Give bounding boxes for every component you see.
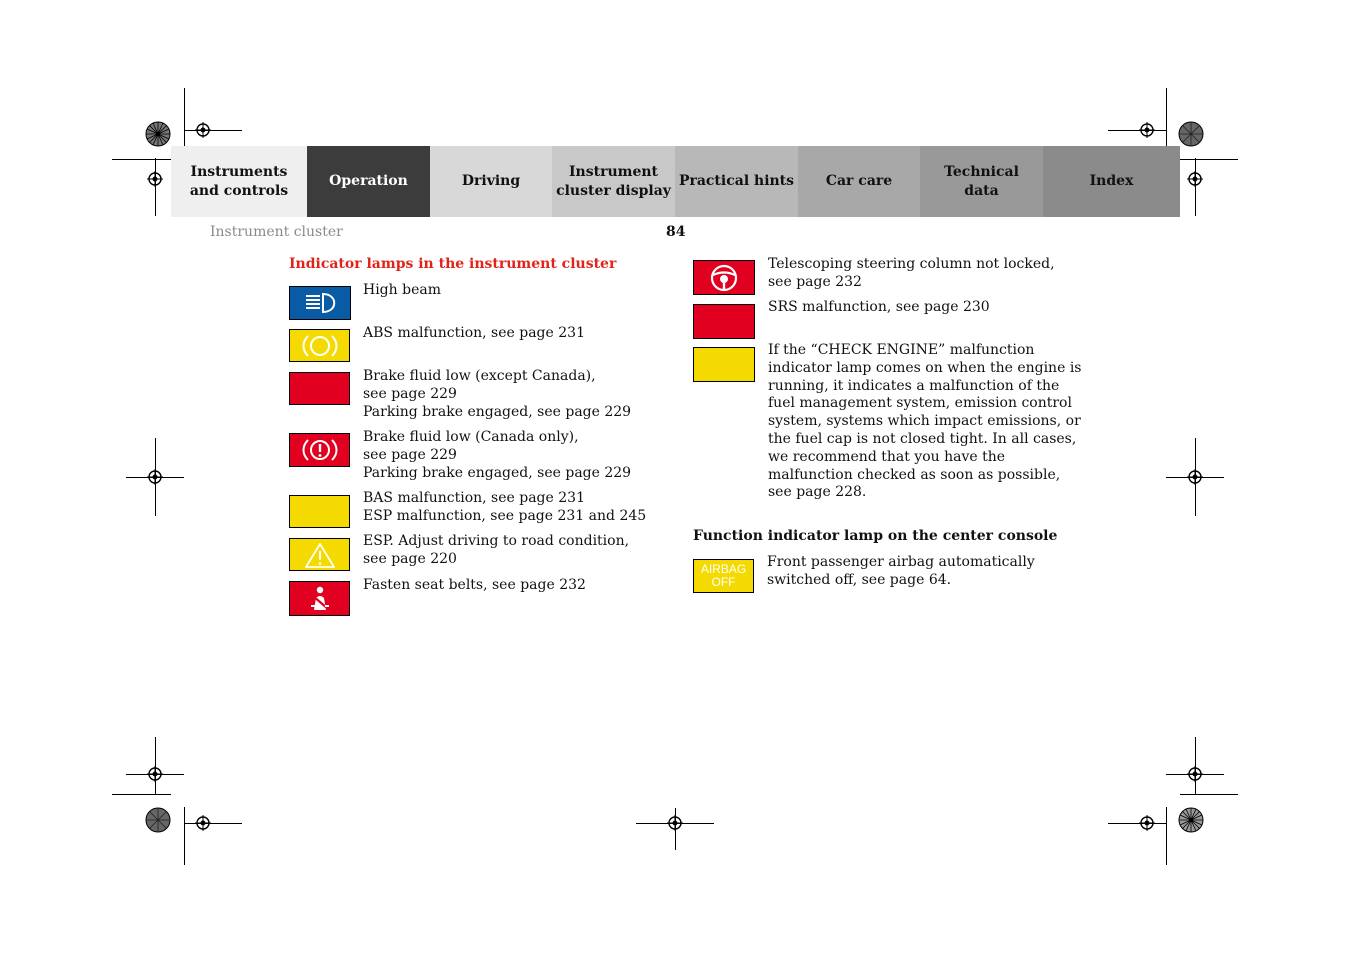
- lamp-text-check-engine: If the “CHECK ENGINE” malfunction indicator lamp comes on when the engine is running, it indicates a malfunction of the fuel management system, emission control system, systems which impact emissions, or the fuel cap is not closed tight. In all cases, we recommend that you have the malfunction checked as soon as possible, see page 228.: [768, 342, 1082, 501]
- color-rosette-icon: [145, 807, 171, 833]
- off-label: OFF: [711, 575, 736, 589]
- steering-wheel-icon: [708, 263, 740, 293]
- color-rosette-icon: [1178, 121, 1204, 147]
- lamp-seat-belt: [289, 581, 350, 616]
- tab-car-care[interactable]: Car care: [798, 146, 920, 217]
- seat-belt-icon: [305, 584, 335, 614]
- lamp-steering-column: [693, 260, 755, 295]
- tab-technical-data[interactable]: Technical data: [920, 146, 1043, 217]
- tab-practical-hints[interactable]: Practical hints: [675, 146, 798, 217]
- left-heading: Indicator lamps in the instrument cluster: [289, 256, 617, 272]
- chapter-tab-bar: [171, 146, 1180, 217]
- color-rosette-icon: [145, 121, 171, 147]
- lamp-brake-canada: [289, 433, 350, 467]
- crop-mark: [1166, 88, 1167, 146]
- lamp-text-steering-column: Telescoping steering column not locked, see page 232: [768, 256, 1055, 290]
- high-beam-icon: [296, 290, 344, 316]
- crop-mark: [1108, 130, 1166, 131]
- color-rosette-icon: [1178, 807, 1204, 833]
- registration-crosshair-icon: [195, 815, 211, 831]
- crop-mark: [184, 807, 185, 865]
- lamp-text-brake-canada: Brake fluid low (Canada only), see page 229 Parking brake engaged, see page 229: [363, 429, 632, 481]
- tab-index[interactable]: Index: [1043, 146, 1180, 217]
- lamp-bas-esp: [289, 495, 350, 528]
- lamp-text-srs: SRS malfunction, see page 230: [768, 299, 990, 315]
- lamp-check-engine: [693, 347, 755, 382]
- tab-instruments-and-controls[interactable]: Instruments and controls: [171, 146, 307, 217]
- crop-mark: [184, 88, 185, 146]
- crop-mark: [1166, 807, 1167, 865]
- page-number: 84: [666, 224, 686, 240]
- crop-mark: [1180, 159, 1238, 160]
- registration-crosshair-icon: [147, 469, 163, 485]
- crop-mark: [155, 158, 156, 216]
- lamp-text-high-beam: High beam: [363, 282, 441, 298]
- tab-driving[interactable]: Driving: [430, 146, 552, 217]
- lamp-text-seat-belt: Fasten seat belts, see page 232: [363, 577, 586, 593]
- crop-mark: [112, 159, 171, 160]
- airbag-label: AIRBAG: [700, 562, 747, 576]
- lamp-airbag-off: [693, 559, 754, 593]
- lamp-text-bas-esp: BAS malfunction, see page 231 ESP malfunction, see page 231 and 245: [363, 490, 647, 524]
- registration-crosshair-icon: [1187, 171, 1203, 187]
- tab-operation[interactable]: Operation: [307, 146, 430, 217]
- section-label: Instrument cluster: [210, 224, 343, 240]
- lamp-high-beam: [289, 286, 351, 320]
- registration-crosshair-icon: [147, 171, 163, 187]
- registration-crosshair-icon: [147, 766, 163, 782]
- brake-warning-icon: [299, 435, 341, 465]
- registration-crosshair-icon: [1139, 122, 1155, 138]
- registration-crosshair-icon: [195, 122, 211, 138]
- lamp-text-abs: ABS malfunction, see page 231: [363, 325, 585, 341]
- lamp-brake-except-canada: [289, 372, 350, 405]
- lamp-esp-warning: [289, 538, 350, 571]
- crop-mark: [1108, 823, 1166, 824]
- crop-mark: [184, 823, 242, 824]
- lamp-text-esp-warning: ESP. Adjust driving to road condition, see page 220: [363, 533, 630, 567]
- crop-mark: [112, 794, 171, 795]
- registration-crosshair-icon: [667, 815, 683, 831]
- lamp-abs: [289, 329, 350, 362]
- lamp-text-brake-except-canada: Brake fluid low (except Canada), see page 229 Parking brake engaged, see page 229: [363, 368, 632, 420]
- right-heading: Function indicator lamp on the center console: [693, 528, 1058, 544]
- abs-icon: [300, 332, 340, 360]
- registration-crosshair-icon: [1187, 469, 1203, 485]
- warning-triangle-icon: [303, 541, 337, 569]
- crop-mark: [1180, 794, 1238, 795]
- crop-mark: [1195, 158, 1196, 216]
- lamp-text-airbag-off: Front passenger airbag automatically switched off, see page 64.: [767, 554, 1035, 588]
- registration-crosshair-icon: [1187, 766, 1203, 782]
- lamp-srs: [693, 304, 755, 339]
- crop-mark: [184, 130, 242, 131]
- tab-instrument-cluster-display[interactable]: Instrument cluster display: [552, 146, 675, 217]
- registration-crosshair-icon: [1139, 815, 1155, 831]
